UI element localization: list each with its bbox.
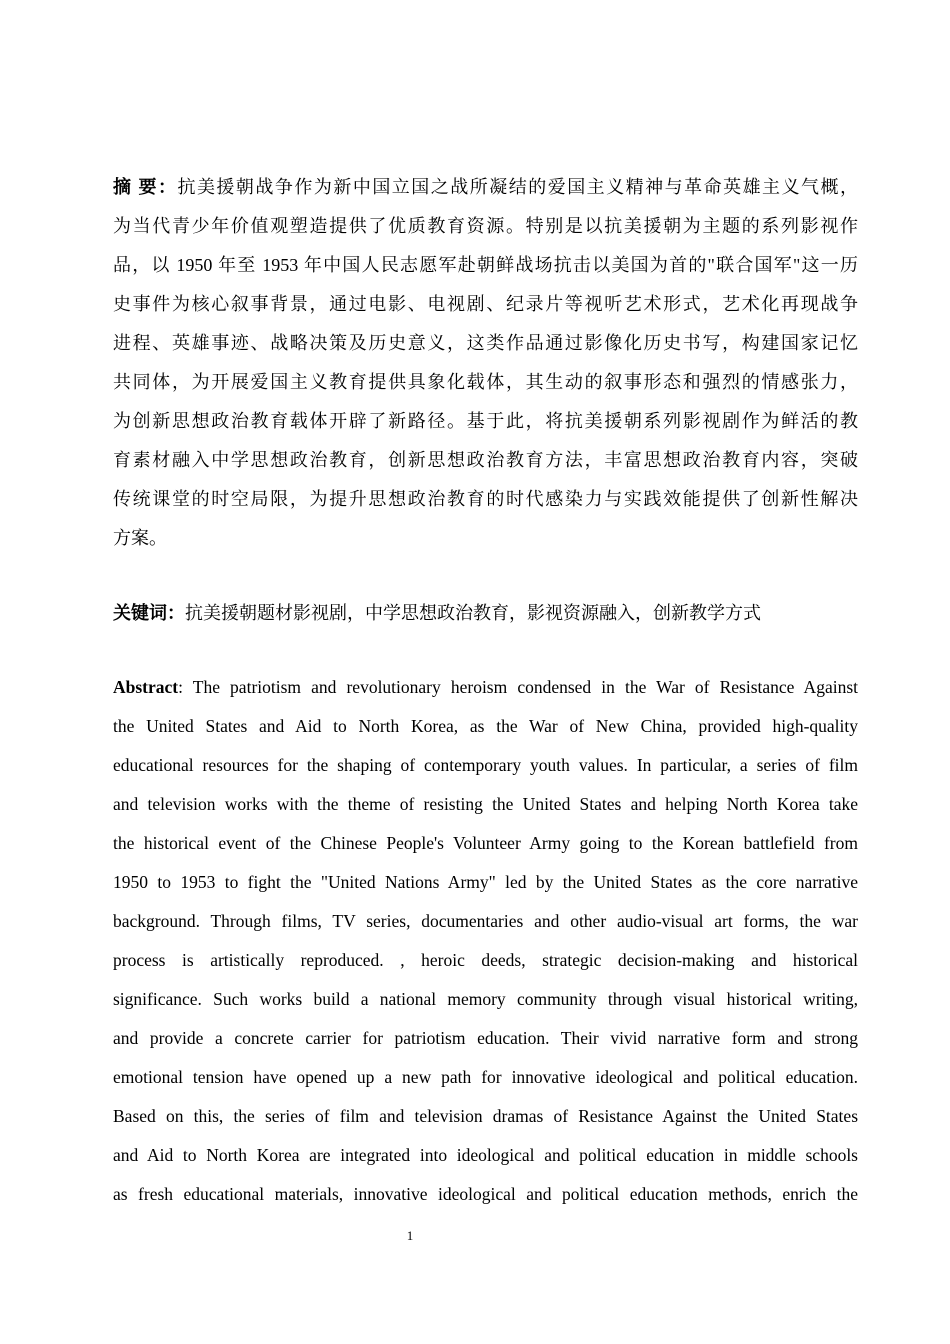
abstract-zh-line: 传统课堂的时空局限，为提升思想政治教育的时代感染力与实践效能提供了创新性解决 [113,489,858,509]
abstract-en-line: Abstract: The patriotism and revolutionary heroism condensed in the War of Resistance Against [113,677,858,697]
abstract-en-line: 1950 to 1953 to fight the "United Nations Army" led by the United States as the core narrative [113,872,858,892]
abstract-zh-line: 方案。 [113,528,167,548]
abstract-en-line: the United States and Aid to North Korea, as the War of New China, provided high-quality [113,716,858,736]
abstract-en-line: as fresh educational materials, innovative ideological and political education methods, enrich the [113,1184,858,1204]
keywords-label: 关键词： [113,603,185,623]
abstract-zh-line: 品，以 1950 年至 1953 年中国人民志愿军赴朝鲜战场抗击以美国为首的"联合国军"这一历 [113,255,858,275]
abstract-en-line: and Aid to North Korea are integrated into ideological and political education in middle schools [113,1145,858,1165]
keywords-zh [113,594,858,633]
abstract-zh-line: 共同体，为开展爱国主义教育提供具象化载体，其生动的叙事形态和强烈的情感张力， [113,372,858,392]
abstract-en-line: educational resources for the shaping of contemporary youth values. In particular, a series of film [113,755,858,775]
abstract-zh-line: 进程、英雄事迹、战略决策及历史意义，这类作品通过影像化历史书写，构建国家记忆 [113,333,858,353]
abstract-en-line: and provide a concrete carrier for patriotism education. Their vivid narrative form and strong [113,1028,858,1048]
abstract-en-line: significance. Such works build a national memory community through visual historical writing, [113,989,858,1009]
abstract-en-line: background. Through films, TV series, documentaries and other audio-visual art forms, the war [113,911,858,931]
abstract-zh-line: 摘 要：抗美援朝战争作为新中国立国之战所凝结的爱国主义精神与革命英雄主义气概， [113,177,859,197]
page-number: 1 [406,1228,414,1243]
abstract-en-label: Abstract [113,677,179,697]
abstract-en-line: and television works with the theme of resisting the United States and helping North Korea take [113,794,858,814]
abstract-zh-line: 育素材融入中学思想政治教育，创新思想政治教育方法，丰富思想政治教育内容，突破 [113,450,858,470]
abstract-en-line: Based on this, the series of film and television dramas of Resistance Against the United States [113,1106,858,1126]
abstract-en [113,668,858,1214]
abstract-zh [113,168,858,558]
abstract-zh-label: 摘 要： [113,177,178,197]
abstract-en-line: process is artistically reproduced. , heroic deeds, strategic decision-making and historical [113,950,858,970]
keywords-text: 抗美援朝题材影视剧，中学思想政治教育，影视资源融入，创新教学方式 [185,603,761,623]
abstract-zh-line: 为当代青少年价值观塑造提供了优质教育资源。特别是以抗美援朝为主题的系列影视作 [113,216,858,236]
abstract-zh-line: 史事件为核心叙事背景，通过电影、电视剧、纪录片等视听艺术形式，艺术化再现战争 [113,294,858,314]
abstract-en-line: emotional tension have opened up a new path for innovative ideological and political education. [113,1067,858,1087]
abstract-en-line: the historical event of the Chinese People's Volunteer Army going to the Korean battlefield from [113,833,858,853]
abstract-zh-line: 为创新思想政治教育载体开辟了新路径。基于此，将抗美援朝系列影视剧作为鲜活的教 [113,411,858,431]
